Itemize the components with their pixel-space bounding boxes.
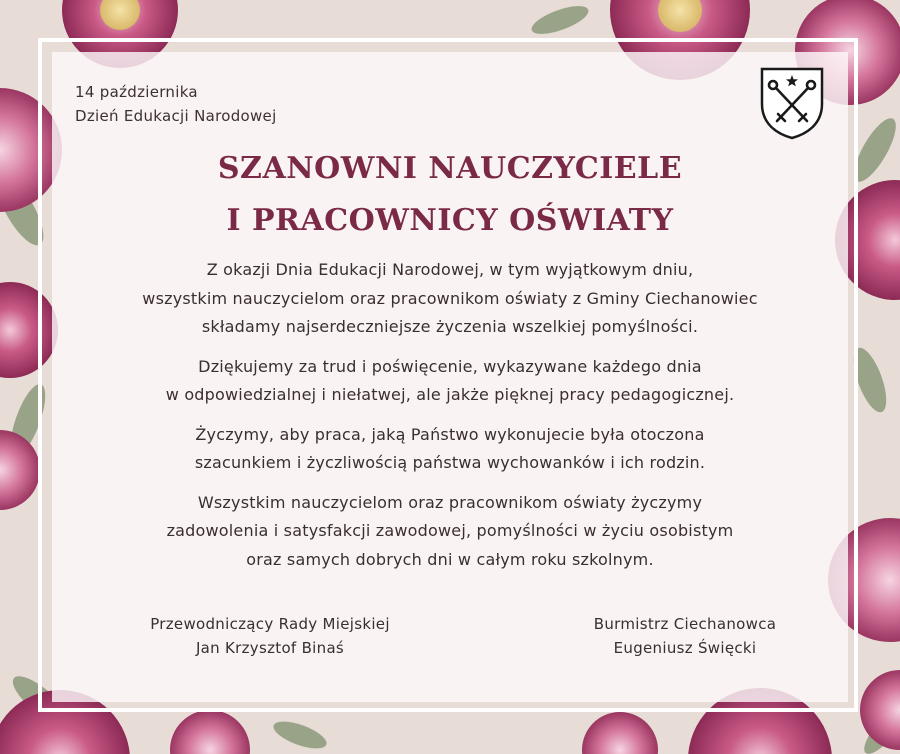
paragraph <box>60 256 840 342</box>
title-line-1: SZANOWNI NAUCZYCIELE <box>217 151 683 186</box>
text-line: składamy najserdeczniejsze życzenia wszelkiej pomyślności. <box>201 317 699 336</box>
text-line: Z okazji Dnia Edukacji Narodowej, w tym wyjątkowym dniu, <box>206 260 694 279</box>
text-line: Dziękujemy za trud i poświęcenie, wykazywane każdego dnia <box>198 356 702 376</box>
text-line: oraz samych dobrych dni w całym roku szkolnym. <box>246 549 654 569</box>
greeting-body <box>60 256 840 585</box>
signature-right <box>520 612 850 660</box>
text-line: wszystkim nauczycielom oraz pracownikom oświaty z Gminy Ciechanowiec <box>142 288 758 308</box>
title-line-2: I PRACOWNICY OŚWIATY <box>226 203 674 238</box>
signature-role: Burmistrz Ciechanowca <box>593 615 777 633</box>
page-title <box>110 143 790 247</box>
signature-role: Przewodniczący Rady Miejskiej <box>150 615 390 633</box>
crossed-keys-coat-of-arms-icon <box>759 66 825 140</box>
text-line: w odpowiedzialnej i niełatwej, ale jakże pięknej pracy pedagogicznej. <box>165 385 735 404</box>
text-line: Wszystkim nauczycielom oraz pracownikom oświaty życzymy <box>197 492 703 512</box>
event-date <box>75 80 277 128</box>
event-line: Dzień Edukacji Narodowej <box>75 107 277 125</box>
signature-left <box>100 612 440 660</box>
paragraph <box>60 353 840 410</box>
text-line: Życzymy, aby praca, jaką Państwo wykonujecie była otoczona <box>195 424 705 444</box>
signature-name: Eugeniusz Święcki <box>613 639 757 657</box>
date-line: 14 października <box>75 83 198 101</box>
text-line: zadowolenia i satysfakcji zawodowej, pomyślności w życiu osobistym <box>166 521 734 540</box>
paragraph <box>60 421 840 478</box>
signature-name: Jan Krzysztof Binaś <box>195 639 345 657</box>
text-line: szacunkiem i życzliwością państwa wychowanków i ich rodzin. <box>194 453 706 472</box>
paragraph <box>60 489 840 575</box>
